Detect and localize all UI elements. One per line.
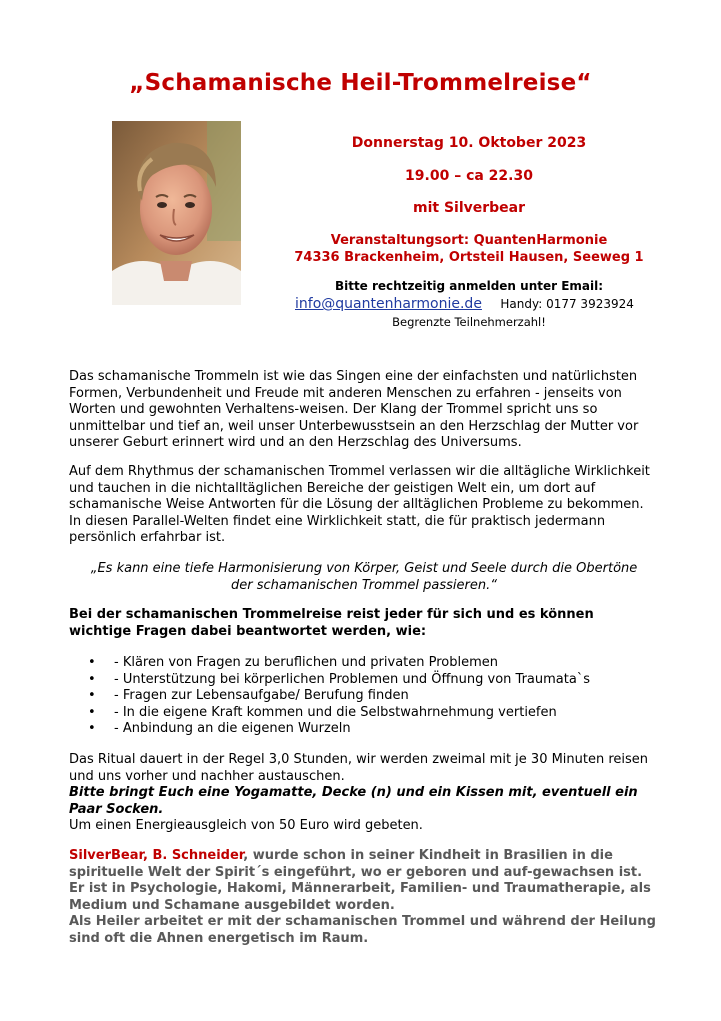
bring-items-text: Bitte bringt Euch eine Yogamatte, Decke (n) und ein Kissen mit, eventuell ein Paar Socken. [69, 785, 638, 817]
event-date: Donnerstag 10. Oktober 2023 [351, 135, 587, 151]
list-item [88, 721, 590, 738]
ritual-text: Das Ritual dauert in der Regel 3,0 Stunden, wir werden zweimal mit je 30 Minuten reisen und uns vorher und nachher austauschen. [69, 752, 649, 784]
bio-name: SilverBear, B. Schneider [69, 848, 244, 863]
list-heading: Bei der schamanischen Trommelreise reist jeder für sich und es können wichtige Fragen dabei beantwortet werden, wie: [69, 607, 594, 639]
bullet-icon: • [88, 721, 96, 736]
contact-row [295, 296, 655, 312]
bio-section [69, 848, 659, 947]
event-time: 19.00 – ca 22.30 [405, 168, 533, 184]
bio-second-paragraph: Als Heiler arbeitet er mit der schamanischen Trommel und während der Heilung sind oft die Ahnen energetisch im Raum. [69, 914, 656, 946]
quote-line-2: der schamanischen Trommel passieren.“ [231, 577, 497, 593]
event-host: mit Silverbear [412, 200, 526, 216]
phone-number: Handy: 0177 3923924 [500, 297, 634, 311]
list-item-text: - Unterstützung bei körperlichen Problemen und Öffnung von Traumata`s [114, 671, 591, 687]
email-link[interactable]: info@quantenharmonie.de [295, 296, 482, 312]
list-item-text: - Anbindung an die eigenen Wurzeln [114, 721, 351, 736]
event-venue [288, 232, 650, 266]
list-item [88, 688, 590, 705]
list-item-text: - Fragen zur Lebensaufgabe/ Berufung finden [114, 688, 409, 703]
ritual-section [69, 752, 659, 835]
page-title: „Schamanische Heil-Trommelreise“ [129, 70, 592, 96]
bullet-icon: • [88, 655, 96, 670]
bullet-icon: • [88, 704, 96, 720]
topic-list [88, 655, 590, 738]
list-item [88, 672, 590, 689]
quote-line-1: „Es kann eine tiefe Harmonisierung von Körper, Geist und Seele durch die Obertöne [90, 561, 638, 576]
list-item-text: - In die eigene Kraft kommen und die Selbstwahrnehmung vertiefen [114, 704, 557, 720]
bullet-icon: • [88, 671, 96, 687]
list-item [88, 705, 590, 722]
portrait-photo [112, 121, 241, 305]
bio-text: , wurde schon in seiner Kindheit in Brasilien in die spirituelle Welt der Spirit´s eingeführt, wo er geboren und auf-gewachsen ist. Er ist in Psychologie, Hakomi, Männerarbeit, Familien- und Traumatherapie, als Medium und Schamane ausgebildet worden. [69, 848, 651, 913]
limited-notice: Begrenzte Teilnehmerzahl! [392, 315, 546, 329]
venue-line-1: Veranstaltungsort: QuantenHarmonie [330, 233, 608, 248]
registration-prompt: Bitte rechtzeitig anmelden unter Email: [334, 279, 604, 293]
fee-text: Um einen Energieausgleich von 50 Euro wird gebeten. [69, 818, 423, 833]
list-item-text: - Klären von Fragen zu beruflichen und privaten Problemen [114, 655, 499, 670]
bio-paragraph [69, 848, 659, 914]
venue-line-2: 74336 Brackenheim, Ortsteil Hausen, Seeweg 1 [294, 250, 644, 265]
rhythm-paragraph: Auf dem Rhythmus der schamanischen Trommel verlassen wir die alltägliche Wirklichkeit und tauchen in die nichtalltäglichen Bereiche der geistigen Welt ein, um dort auf schamanische Weise Antworten für die Lösung der alltäglichen Probleme zu bekommen. In diesen Parallel-Welten findet eine Wirklichkeit statt, die für praktisch jedermann persönlich erfahrbar ist. [69, 464, 650, 545]
quote [69, 561, 659, 594]
bullet-icon: • [88, 688, 96, 703]
intro-paragraph: Das schamanische Trommeln ist wie das Singen eine der einfachsten und natürlichsten Formen, Verbundenheit und Freude mit anderen Menschen zu erfahren - jenseits von Worten und gewohnten Verhaltens-weisen. Der Klang der Trommel spricht uns so unmittelbar und tief an, weil unser Unterbewusstsein an den Herzschlag der Mutter vor unserer Geburt erinnert wird und an den Herzschlag des Universums. [69, 369, 639, 450]
list-item [88, 655, 590, 672]
